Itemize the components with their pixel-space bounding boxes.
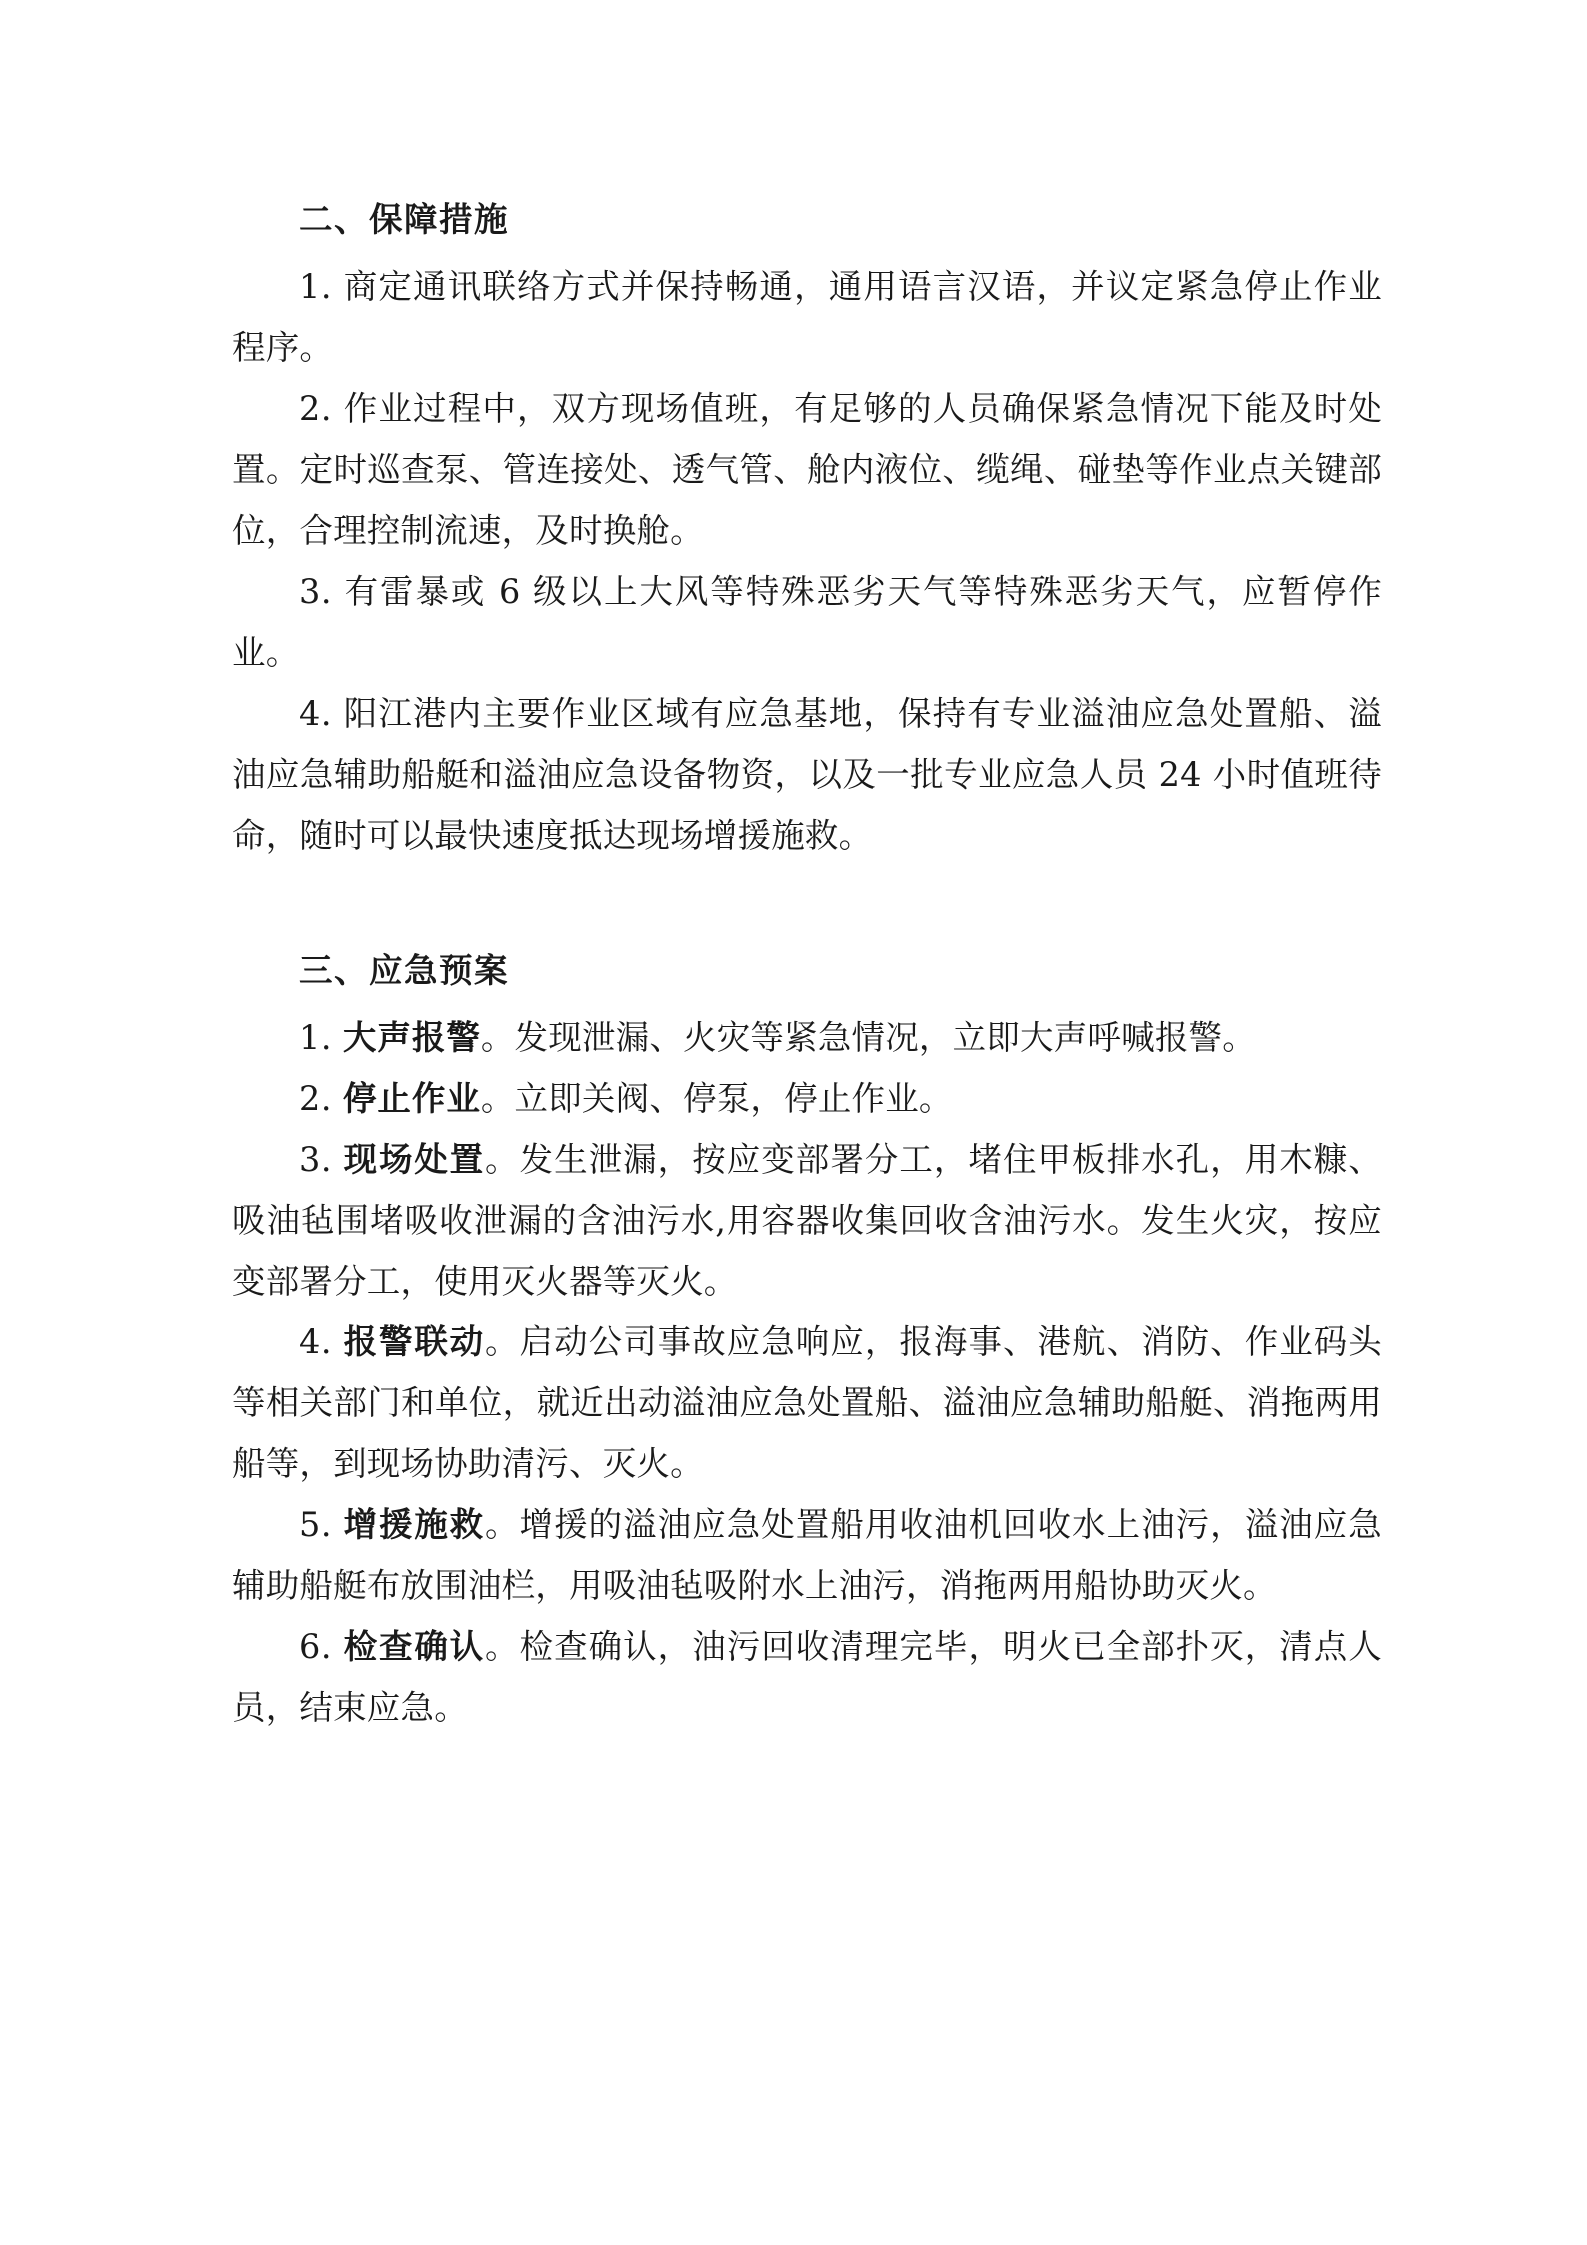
paragraph-number: 5. <box>299 1505 332 1545</box>
paragraph-2-1 <box>232 1008 1382 1069</box>
paragraph-2-5 <box>232 1495 1382 1617</box>
paragraph-number: 4. <box>299 693 332 733</box>
paragraph-text: 。检查确认，油污回收清理完毕，明火已全部扑灭，清点人员，结束应急。 <box>232 1627 1383 1728</box>
paragraph-number: 1. <box>299 1017 332 1057</box>
paragraph-lead: 大声报警 <box>342 1017 481 1057</box>
paragraph-text: 。发现泄漏、火灾等紧急情况，立即大声呼喊报警。 <box>480 1017 1256 1057</box>
paragraph-text: 有雷暴或 6 级以上大风等特殊恶劣天气等特殊恶劣天气，应暂停作业。 <box>232 571 1383 672</box>
paragraph-2-2 <box>232 1069 1382 1130</box>
section-heading-1: 二、保障措施 <box>299 200 509 239</box>
paragraph-text: 阳江港内主要作业区域有应急基地，保持有专业溢油应急处置船、溢油应急辅助船艇和溢油应急设备物资，以及一批专业应急人员 24 小时值班待命，随时可以最快速度抵达现场增援施救。 <box>232 693 1382 855</box>
paragraph-lead: 报警联动 <box>343 1322 485 1362</box>
paragraph-1-2 <box>232 379 1382 562</box>
paragraph-lead: 检查确认 <box>343 1627 485 1667</box>
section-spacer <box>232 867 1382 941</box>
paragraph-text: 。立即关阀、停泵，停止作业。 <box>480 1078 953 1118</box>
paragraph-text: 作业过程中，双方现场值班，有足够的人员确保紧急情况下能及时处置。定时巡查泵、管连接处、透气管、舱内液位、缆绳、碰垫等作业点关键部位，合理控制流速，及时换舱。 <box>232 388 1382 550</box>
paragraph-lead: 现场处置 <box>343 1139 485 1179</box>
paragraph-1-3 <box>232 562 1382 684</box>
paragraph-number: 2. <box>299 388 332 428</box>
section-heading-2: 三、应急预案 <box>299 950 509 990</box>
paragraph-number: 3. <box>299 571 332 611</box>
paragraph-number: 1. <box>299 266 332 306</box>
document-body <box>232 190 1382 1739</box>
paragraph-text: 。发生泄漏，按应变部署分工，堵住甲板排水孔，用木糠、吸油毡围堵吸收泄漏的含油污水,用容器收集回收含油污水。发生火灾，按应变部署分工，使用灭火器等灭火。 <box>232 1139 1383 1301</box>
paragraph-lead: 停止作业 <box>342 1078 481 1118</box>
paragraph-2-4 <box>232 1312 1382 1495</box>
paragraph-number: 2. <box>299 1078 332 1118</box>
paragraph-text: 。启动公司事故应急响应，报海事、港航、消防、作业码头等相关部门和单位，就近出动溢油应急处置船、溢油应急辅助船艇、消拖两用船等，到现场协助清污、灭火。 <box>232 1322 1383 1484</box>
paragraph-2-6 <box>232 1617 1382 1739</box>
paragraph-1-4 <box>232 684 1382 867</box>
paragraph-text: 商定通讯联络方式并保持畅通，通用语言汉语，并议定紧急停止作业程序。 <box>232 266 1382 367</box>
paragraph-1-1 <box>232 257 1382 379</box>
paragraph-2-3 <box>232 1130 1382 1313</box>
paragraph-number: 3. <box>299 1139 332 1179</box>
paragraph-number: 4. <box>299 1322 332 1362</box>
paragraph-text: 。增援的溢油应急处置船用收油机回收水上油污，溢油应急辅助船艇布放围油栏，用吸油毡吸附水上油污，消拖两用船协助灭火。 <box>232 1505 1383 1606</box>
paragraph-number: 6. <box>299 1627 332 1667</box>
paragraph-lead: 增援施救 <box>343 1505 485 1545</box>
